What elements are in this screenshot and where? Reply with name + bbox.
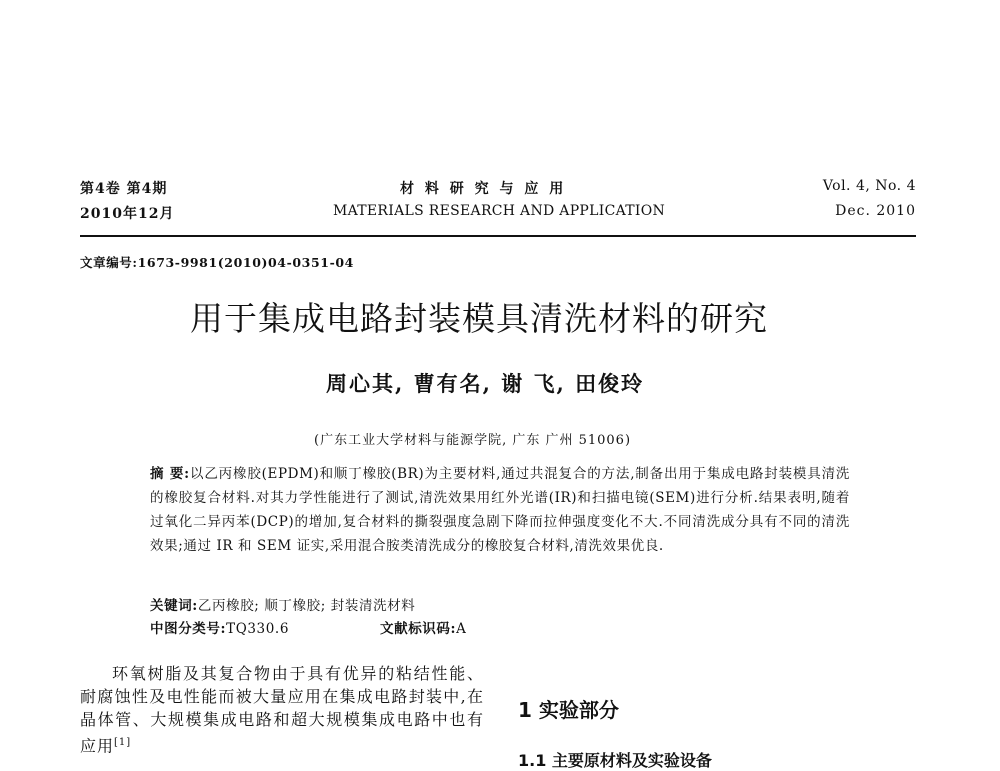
abstract (150, 462, 850, 558)
section-heading-1: 1 实验部分 (518, 698, 619, 722)
header-rule (80, 235, 916, 237)
document-code-value: A (456, 621, 467, 637)
document-code-label: 文献标识码: (380, 621, 457, 637)
abstract-label: 摘 要: (150, 466, 190, 482)
classification-label: 中图分类号: (150, 621, 227, 637)
classification-value: TQ330.6 (226, 621, 290, 637)
volume-issue-en: Vol. 4, No. 4 (822, 178, 916, 194)
volume-issue-cn: 第4卷 第4期 (80, 181, 168, 197)
keywords-text: 乙丙橡胶; 顺丁橡胶; 封装清洗材料 (197, 598, 416, 614)
affiliation: (广东工业大学材料与能源学院, 广东 广州 51006) (314, 433, 632, 448)
abstract-text: 以乙丙橡胶(EPDM)和顺丁橡胶(BR)为主要材料,通过共混复合的方法,制备出用于集成电路封装模具清洗的橡胶复合材料.对其力学性能进行了测试,清洗效果用红外光谱(IR)和扫描电镜(SEM)进行分析.结果表明,随着过氧化二异丙苯(DCP)的增加,复合材料的撕裂强度急剧下降而拉伸强度变化不大.不同清洗成分具有不同的清洗效果;通过 IR 和 SEM 证实,采用混合胺类清洗成分的橡胶复合材料,清洗效果优良. (150, 466, 851, 554)
intro-paragraph (80, 662, 484, 757)
date-en: Dec. 2010 (835, 203, 916, 219)
date-cn: 2010年12月 (80, 206, 175, 222)
authors: 周心其, 曹有名, 谢 飞, 田俊玲 (326, 371, 645, 396)
keywords (150, 594, 415, 614)
article-number: 文章编号:1673-9981(2010)04-0351-04 (80, 255, 354, 270)
paper-title: 用于集成电路封装模具清洗材料的研究 (190, 299, 768, 338)
keywords-label: 关键词: (150, 598, 198, 614)
document-code (380, 617, 466, 637)
journal-name-cn: 材 料 研 究 与 应 用 (400, 181, 567, 197)
intro-text: 环氧树脂及其复合物由于具有优异的粘结性能、耐腐蚀性及电性能而被大量应用在集成电路封装中,在晶体管、大规模集成电路和超大规模集成电路中也有应用 (80, 664, 484, 756)
classification (150, 617, 289, 637)
intro-reference: [1] (114, 737, 132, 748)
journal-name-en: MATERIALS RESEARCH AND APPLICATION (333, 203, 666, 219)
subsection-heading-1-1: 1.1 主要原材料及实验设备 (518, 751, 712, 770)
